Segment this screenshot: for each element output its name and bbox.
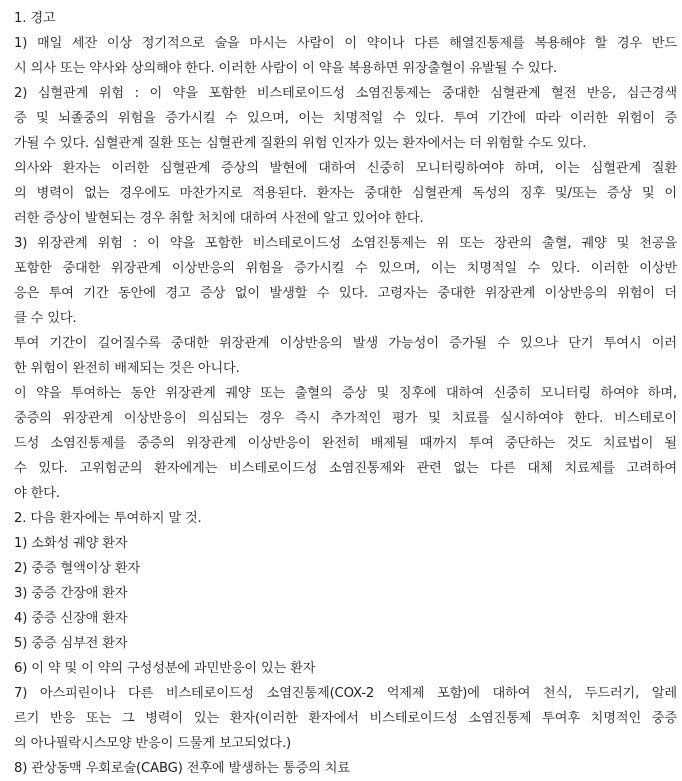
text-line: 의사와 환자는 이러한 심혈관계 증상의 발현에 대하여 신중히 모니터링하여야 하며, 이는 심혈관계 질환 (14, 161, 677, 176)
text-line: 이 약을 투여하는 동안 위장관계 궤양 또는 출혈의 증상 및 징후에 대하여 신중히 모니터링 하여야 하며, (14, 386, 677, 401)
text-line: 수 있다. 고위험군의 환자에게는 비스테로이드성 소염진통제와 관련 없는 다른 대체 치료제를 고려하여 (14, 461, 677, 476)
text-line: 3) 중증 간장애 환자 (14, 586, 128, 601)
text-line: 6) 이 약 및 이 약의 구성성분에 과민반응이 있는 환자 (14, 661, 316, 676)
text-line: 한 위험이 완전히 배제되는 것은 아니다. (14, 361, 240, 376)
text-line: 시 의사 또는 약사와 상의해야 한다. 이러한 사람이 이 약을 복용하면 위장출혈이 유발될 수 있다. (14, 61, 558, 76)
text-line: 2. 다음 환자에는 투여하지 말 것. (14, 511, 202, 526)
text-line: 7) 아스피린이나 다른 비스테로이드성 소염진통제(COX-2 억제제 포함)에 대하여 천식, 두드러기, 알레 (14, 686, 677, 701)
text-line: 클 수 있다. (14, 311, 77, 326)
text-line: 응은 투여 기간 동안에 경고 증상 없이 발생할 수 있다. 고령자는 중대한 위장관계 이상반응의 위험이 더 (14, 286, 677, 301)
text-line: 러한 증상이 발현되는 경우 취할 처치에 대하여 사전에 알고 있어야 한다. (14, 211, 424, 226)
text-line: 3) 위장관계 위험 : 이 약을 포함한 비스테로이드성 소염진통제는 위 또는 장관의 출혈, 궤양 및 천공을 (14, 236, 677, 251)
text-line: 8) 관상동맥 우회로술(CABG) 전후에 발생하는 통증의 치료 (14, 761, 350, 776)
text-line: 1) 소화성 궤양 환자 (14, 536, 128, 551)
text-line: 1) 매일 세잔 이상 정기적으로 술을 마시는 사람이 이 약이나 다른 해열진통제를 복용해야 할 경우 반드 (14, 36, 677, 51)
text-line: 르기 반응 또는 그 병력이 있는 환자(이러한 환자에서 비스테로이드성 소염진통제 투여후 치명적인 중증 (14, 711, 677, 726)
text-line: 2) 중증 혈액이상 환자 (14, 561, 141, 576)
text-line: 의 아나필락시스모양 반응이 드물게 보고되었다.) (14, 736, 291, 751)
text-line: 의 병력이 없는 경우에도 마찬가지로 적용된다. 환자는 중대한 심혈관계 독성의 징후 및/또는 증상 및 이 (14, 186, 677, 201)
text-line: 1. 경고 (14, 11, 56, 26)
text-line: 드성 소염진통제를 중증의 위장관계 이상반응이 완전히 배제될 때까지 투여 중단하는 것도 치료법이 될 (14, 436, 677, 451)
text-line: 투여 기간이 길어질수록 중대한 위장관계 이상반응의 발생 가능성이 증가될 수 있으나 단기 투여시 이러 (14, 336, 677, 351)
text-line: 5) 중증 심부전 환자 (14, 636, 128, 651)
text-line: 4) 중증 신장애 환자 (14, 611, 128, 626)
text-line: 포함한 중대한 위장관계 이상반응의 위험을 증가시킬 수 있으며, 이는 치명적일 수 있다. 이러한 이상반 (14, 261, 677, 276)
text-line: 가될 수 있다. 심혈관계 질환 또는 심혈관계 질환의 위험 인자가 있는 환자에서는 더 위험할 수도 있다. (14, 136, 587, 151)
text-line: 중증의 위장관계 이상반응이 의심되는 경우 즉시 추가적인 평가 및 치료를 실시하여야 한다. 비스테로이 (14, 411, 677, 426)
text-line: 야 한다. (14, 486, 60, 501)
text-line: 증 및 뇌졸중의 위험을 증가시킬 수 있으며, 이는 치명적일 수 있다. 투여 기간에 따라 이러한 위험이 증 (14, 111, 677, 126)
text-line: 2) 심혈관계 위험 : 이 약을 포함한 비스테로이드성 소염진통제는 중대한 심혈관계 혈전 반응, 심근경색 (14, 86, 677, 101)
